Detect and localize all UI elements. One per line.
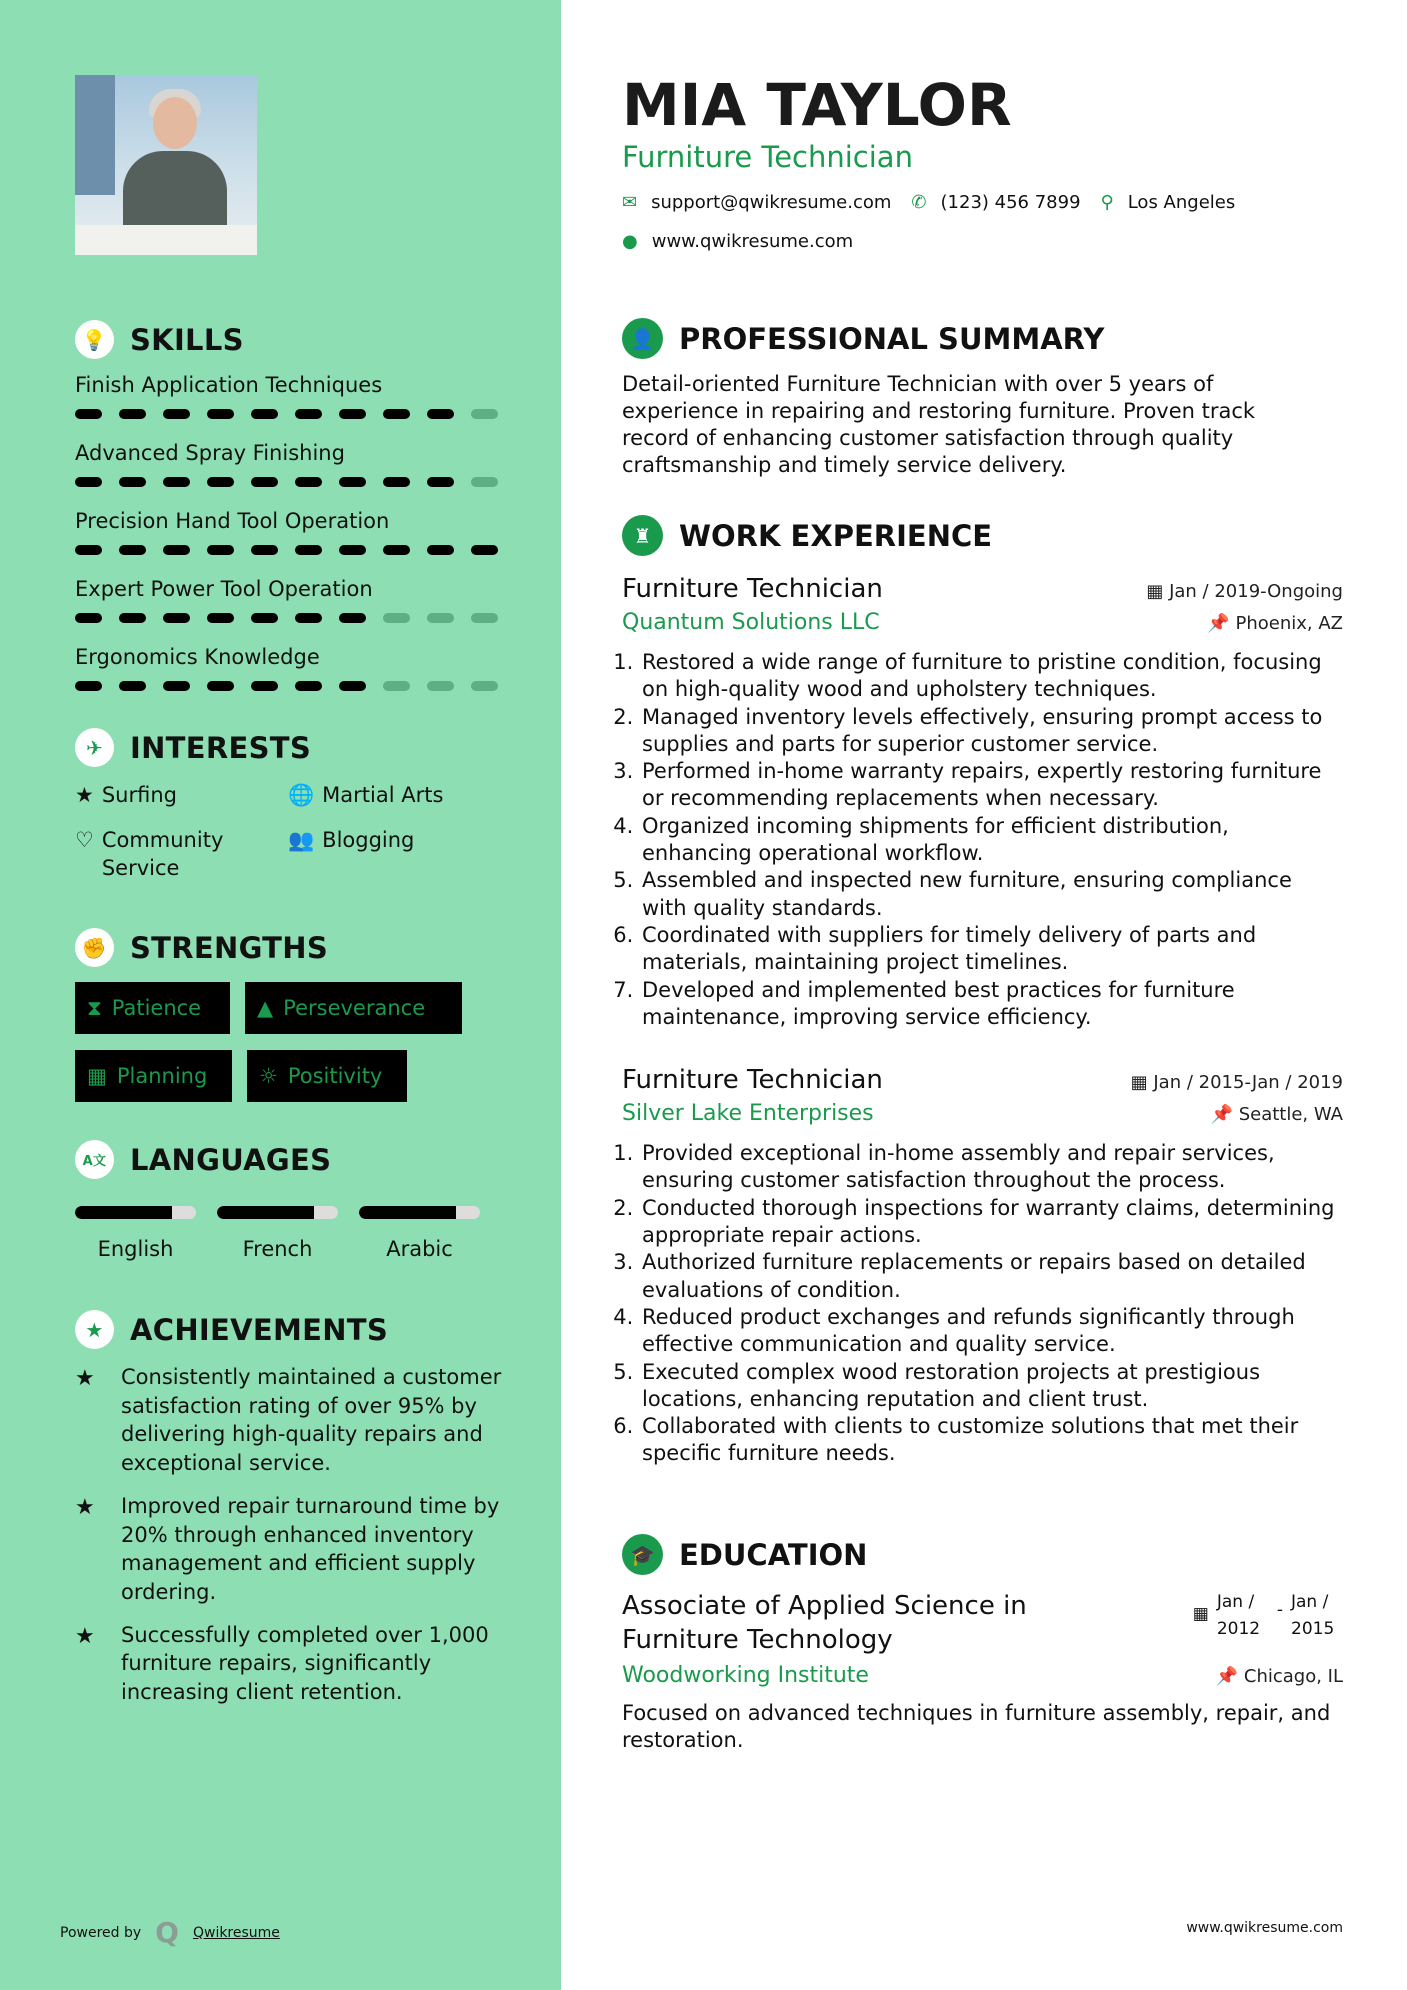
job-title: Furniture Technician: [622, 574, 883, 604]
skills-section: [75, 320, 505, 713]
rating-dash: [75, 681, 102, 691]
skill-item: [75, 645, 505, 691]
work-section: [622, 515, 1343, 1468]
job-location: [1207, 613, 1343, 634]
interest-item: [75, 826, 265, 882]
achievement-item: [75, 1363, 515, 1478]
rating-dash: [251, 681, 278, 691]
calendar-icon: ▦: [1192, 1604, 1209, 1624]
job-dates-text: Jan / 2015-Jan / 2019: [1153, 1072, 1343, 1094]
interest-label: Surfing: [101, 783, 177, 807]
rating-dash: [383, 613, 410, 623]
rating-dash: [295, 613, 322, 623]
rating-dash: [427, 613, 454, 623]
company-name: Silver Lake Enterprises: [622, 1101, 874, 1127]
job-location: [1211, 1104, 1343, 1125]
education-location: [1216, 1666, 1343, 1687]
job-bullet: 4. Organized incoming shipments for efficient distribution, enhancing operational workflow.: [640, 813, 1343, 868]
rating-dash: [75, 545, 102, 555]
sidebar: [0, 0, 561, 1990]
interest-item: [75, 781, 177, 809]
summary-heading: PROFESSIONAL SUMMARY: [679, 321, 1105, 356]
rating-dash: [295, 477, 322, 487]
interest-label: Martial Arts: [322, 783, 444, 807]
skill-rating: [75, 477, 505, 487]
date-separator: -: [1276, 1600, 1283, 1620]
heart-hand-icon: ♡: [75, 828, 94, 852]
skill-item: [75, 577, 505, 623]
skill-label: Precision Hand Tool Operation: [75, 509, 390, 533]
website-row: [622, 231, 1343, 252]
rating-dash: [427, 409, 454, 419]
interests-heading-text: INTERESTS: [130, 730, 312, 765]
achievement-text: Consistently maintained a customer satisfaction rating of over 95% by delivering high-quality repairs and exceptional service.: [121, 1365, 502, 1476]
language-label: Arabic: [386, 1237, 453, 1261]
job-bullet: 3. Authorized furniture replacements or repairs based on detailed evaluations of condition.: [640, 1249, 1343, 1304]
paper-plane-icon: ✈: [75, 728, 114, 767]
powered-by-text: Powered by: [60, 1924, 142, 1941]
skill-label: Ergonomics Knowledge: [75, 645, 320, 669]
rating-dash: [75, 409, 102, 419]
translate-icon: A文: [75, 1140, 114, 1179]
rating-dash: [383, 477, 410, 487]
job-location-text: Phoenix, AZ: [1235, 613, 1343, 634]
strength-tag: [75, 982, 230, 1034]
summary-section: [622, 318, 1343, 479]
rating-dash: [119, 409, 146, 419]
skill-label: Expert Power Tool Operation: [75, 577, 373, 601]
strengths-heading-text: STRENGTHS: [130, 930, 329, 965]
language-level-bar: [217, 1206, 338, 1219]
rating-dash: [471, 409, 498, 419]
pin-icon: 📌: [1210, 1104, 1233, 1126]
achievement-text: Successfully completed over 1,000 furniture repairs, significantly increasing client retention.: [121, 1622, 489, 1705]
job-bullet: 5. Assembled and inspected new furniture, ensuring compliance with quality standards.: [640, 867, 1343, 922]
phone-icon: ✆: [911, 192, 927, 213]
education-dates: [1193, 1589, 1343, 1657]
rating-dash: [383, 409, 410, 419]
strength-label: Positivity: [287, 1064, 383, 1088]
rating-dash: [427, 477, 454, 487]
star-award-icon: ★: [75, 1366, 95, 1391]
degree-title: Associate of Applied Science in Furniture Technology: [622, 1591, 1027, 1655]
job-dates: [1146, 581, 1343, 602]
education-section: [622, 1534, 1343, 1754]
work-heading: WORK EXPERIENCE: [679, 518, 993, 553]
calendar-icon: ▦: [1130, 1072, 1148, 1094]
rating-dash: [119, 681, 146, 691]
achievement-text: Improved repair turnaround time by 20% through enhanced inventory management and efficient supply ordering.: [121, 1493, 500, 1604]
strength-tag: [245, 982, 462, 1034]
job-bullet: 5. Executed complex wood restoration projects at prestigious locations, enhancing reputation and client trust.: [640, 1359, 1343, 1414]
skills-heading: [75, 320, 505, 359]
rating-dash: [75, 613, 102, 623]
rating-dash: [207, 681, 234, 691]
language-level-fill: [75, 1206, 172, 1219]
interests-heading: [75, 728, 535, 767]
footer-url[interactable]: www.qwikresume.com: [1186, 1920, 1343, 1936]
rating-dash: [339, 545, 366, 555]
rating-dash: [251, 613, 278, 623]
job-bullet: 1. Restored a wide range of furniture to pristine condition, focusing on high-quality wood and upholstery techniques.: [640, 649, 1343, 704]
skill-item: [75, 509, 505, 555]
rating-dash: [75, 477, 102, 487]
skill-label: Advanced Spray Finishing: [75, 441, 345, 465]
rating-dash: [119, 545, 146, 555]
rating-dash: [207, 613, 234, 623]
interests-section: [75, 728, 535, 891]
rating-dash: [295, 681, 322, 691]
header: [622, 70, 1343, 252]
job-location-text: Seattle, WA: [1238, 1104, 1343, 1126]
strength-tag: [75, 1050, 232, 1102]
strength-label: Perseverance: [283, 996, 426, 1020]
pin-icon: 📌: [1215, 1666, 1239, 1687]
interest-label: Community Service: [101, 828, 224, 880]
rating-dash: [163, 681, 190, 691]
skill-item: [75, 441, 505, 487]
profile-photo: [75, 75, 257, 255]
skill-rating: [75, 613, 505, 623]
envelope-icon: ✉: [622, 192, 638, 213]
language-level-fill: [359, 1206, 456, 1219]
qwikresume-logo-icon: Q: [155, 1916, 179, 1949]
skill-label: Finish Application Techniques: [75, 373, 383, 397]
job-entry: [622, 574, 1343, 1031]
company-name: Quantum Solutions LLC: [622, 610, 880, 635]
rating-dash: [383, 545, 410, 555]
rating-dash: [163, 409, 190, 419]
achievements-heading-text: ACHIEVEMENTS: [130, 1312, 389, 1347]
language-label: English: [97, 1237, 174, 1261]
rating-dash: [119, 477, 146, 487]
graduate-icon: 🎓: [622, 1534, 663, 1575]
job-dates-text: Jan / 2019-Ongoing: [1169, 581, 1343, 602]
strength-label: Planning: [116, 1064, 208, 1088]
skill-item: [75, 373, 505, 419]
education-description: Focused on advanced techniques in furniture assembly, repair, and restoration.: [622, 1701, 1331, 1752]
rating-dash: [119, 613, 146, 623]
candidate-name: MIA TAYLOR: [622, 71, 1012, 139]
job-bullet: 6. Collaborated with clients to customize solutions that met their specific furniture needs.: [640, 1413, 1343, 1468]
rating-dash: [163, 477, 190, 487]
sun-icon: ☼: [259, 1064, 278, 1088]
powered-by: [60, 1916, 280, 1949]
achievements-section: [75, 1310, 515, 1721]
strength-tag: [247, 1050, 407, 1102]
skills-heading-text: SKILLS: [130, 322, 244, 357]
rating-dash: [471, 681, 498, 691]
job-bullet: 2. Managed inventory levels effectively, ensuring prompt access to supplies and parts for superior customer service.: [640, 704, 1343, 759]
achievement-item: [75, 1492, 515, 1607]
rating-dash: [163, 613, 190, 623]
language-label: French: [242, 1237, 313, 1261]
location-text: Los Angeles: [1127, 192, 1236, 213]
language-level-bar: [75, 1206, 196, 1219]
languages-heading-text: LANGUAGES: [130, 1142, 332, 1177]
rating-dash: [471, 477, 498, 487]
languages-heading: [75, 1140, 331, 1179]
globe-icon: 🌐: [288, 783, 315, 807]
job-bullet: 7. Developed and implemented best practices for furniture maintenance, improving service efficiency.: [640, 977, 1343, 1032]
rating-dash: [163, 545, 190, 555]
rating-dash: [295, 409, 322, 419]
rating-dash: [251, 477, 278, 487]
job-bullet: 1. Provided exceptional in-home assembly and repair services, ensuring customer satisfaction throughout the process.: [640, 1140, 1343, 1195]
star-award-icon: ★: [75, 1494, 95, 1520]
rating-dash: [427, 545, 454, 555]
rating-dash: [251, 545, 278, 555]
school-name: Woodworking Institute: [622, 1663, 869, 1688]
rating-dash: [339, 409, 366, 419]
job-bullet: 4. Reduced product exchanges and refunds significantly through effective communication and quality service.: [640, 1304, 1343, 1359]
interest-item: [288, 781, 443, 809]
lightbulb-icon: 💡: [75, 320, 114, 359]
language-level-fill: [217, 1206, 314, 1219]
job-bullet: 3. Performed in-home warranty repairs, expertly restoring furniture or recommending replacements when necessary.: [640, 758, 1343, 813]
qwikresume-link[interactable]: Qwikresume: [192, 1924, 280, 1941]
skill-rating: [75, 545, 505, 555]
calendar-icon: ▦: [87, 1064, 107, 1088]
map-pin-icon: ⚲: [1100, 192, 1114, 213]
website-link[interactable]: www.qwikresume.com: [651, 231, 854, 252]
star-award-icon: ★: [75, 1623, 95, 1649]
education-end: Jan / 2015: [1291, 1592, 1335, 1639]
pin-icon: 📌: [1207, 613, 1230, 634]
interest-item: [288, 826, 414, 854]
calendar-icon: ▦: [1146, 581, 1164, 602]
rating-dash: [251, 409, 278, 419]
user-icon: 👤: [622, 318, 663, 359]
job-title: Furniture Technician: [622, 1065, 883, 1096]
achievements-heading: [75, 1310, 515, 1349]
skill-rating: [75, 681, 505, 691]
education-heading: EDUCATION: [679, 1537, 868, 1572]
rating-dash: [471, 613, 498, 623]
rating-dash: [339, 477, 366, 487]
rating-dash: [207, 545, 234, 555]
rating-dash: [383, 681, 410, 691]
job-bullet: 6. Coordinated with suppliers for timely delivery of parts and materials, maintaining project timelines.: [640, 922, 1343, 977]
strengths-heading: [75, 928, 328, 967]
achievement-item: [75, 1621, 515, 1707]
interest-label: Blogging: [322, 828, 415, 852]
users-icon: 👥: [288, 828, 315, 852]
rating-dash: [471, 545, 498, 555]
education-start: Jan / 2012: [1216, 1592, 1261, 1639]
trophy-star-icon: ★: [75, 1310, 114, 1349]
job-dates: [1131, 1072, 1343, 1093]
job-bullets: [622, 1140, 1343, 1468]
fist-icon: ✊: [75, 928, 114, 967]
summary-text: Detail-oriented Furniture Technician with over 5 years of experience in repairing and restoring furniture. Proven track record of enhancing customer satisfaction through quality craftsmanship and timely service delivery.: [622, 372, 1256, 477]
road-icon: ▲: [257, 996, 274, 1020]
job-bullets: [622, 649, 1343, 1031]
rating-dash: [207, 477, 234, 487]
rating-dash: [339, 613, 366, 623]
rating-dash: [207, 409, 234, 419]
candidate-title: Furniture Technician: [622, 140, 913, 174]
skill-rating: [75, 409, 505, 419]
language-level-bar: [359, 1206, 480, 1219]
strength-label: Patience: [111, 996, 202, 1020]
education-location-text: Chicago, IL: [1243, 1666, 1343, 1687]
email-link[interactable]: support@qwikresume.com: [651, 192, 892, 213]
contact-row: [622, 192, 1343, 213]
globe-icon: ●: [622, 231, 638, 252]
star-icon: ★: [75, 783, 94, 807]
office-chair-icon: ♜: [622, 515, 663, 556]
job-entry: [622, 1065, 1343, 1468]
job-bullet: 2. Conducted thorough inspections for warranty claims, determining appropriate repair actions.: [640, 1195, 1343, 1250]
hourglass-icon: ⧗: [87, 995, 102, 1020]
phone-text: (123) 456 7899: [940, 192, 1081, 213]
rating-dash: [427, 681, 454, 691]
rating-dash: [339, 681, 366, 691]
rating-dash: [295, 545, 322, 555]
